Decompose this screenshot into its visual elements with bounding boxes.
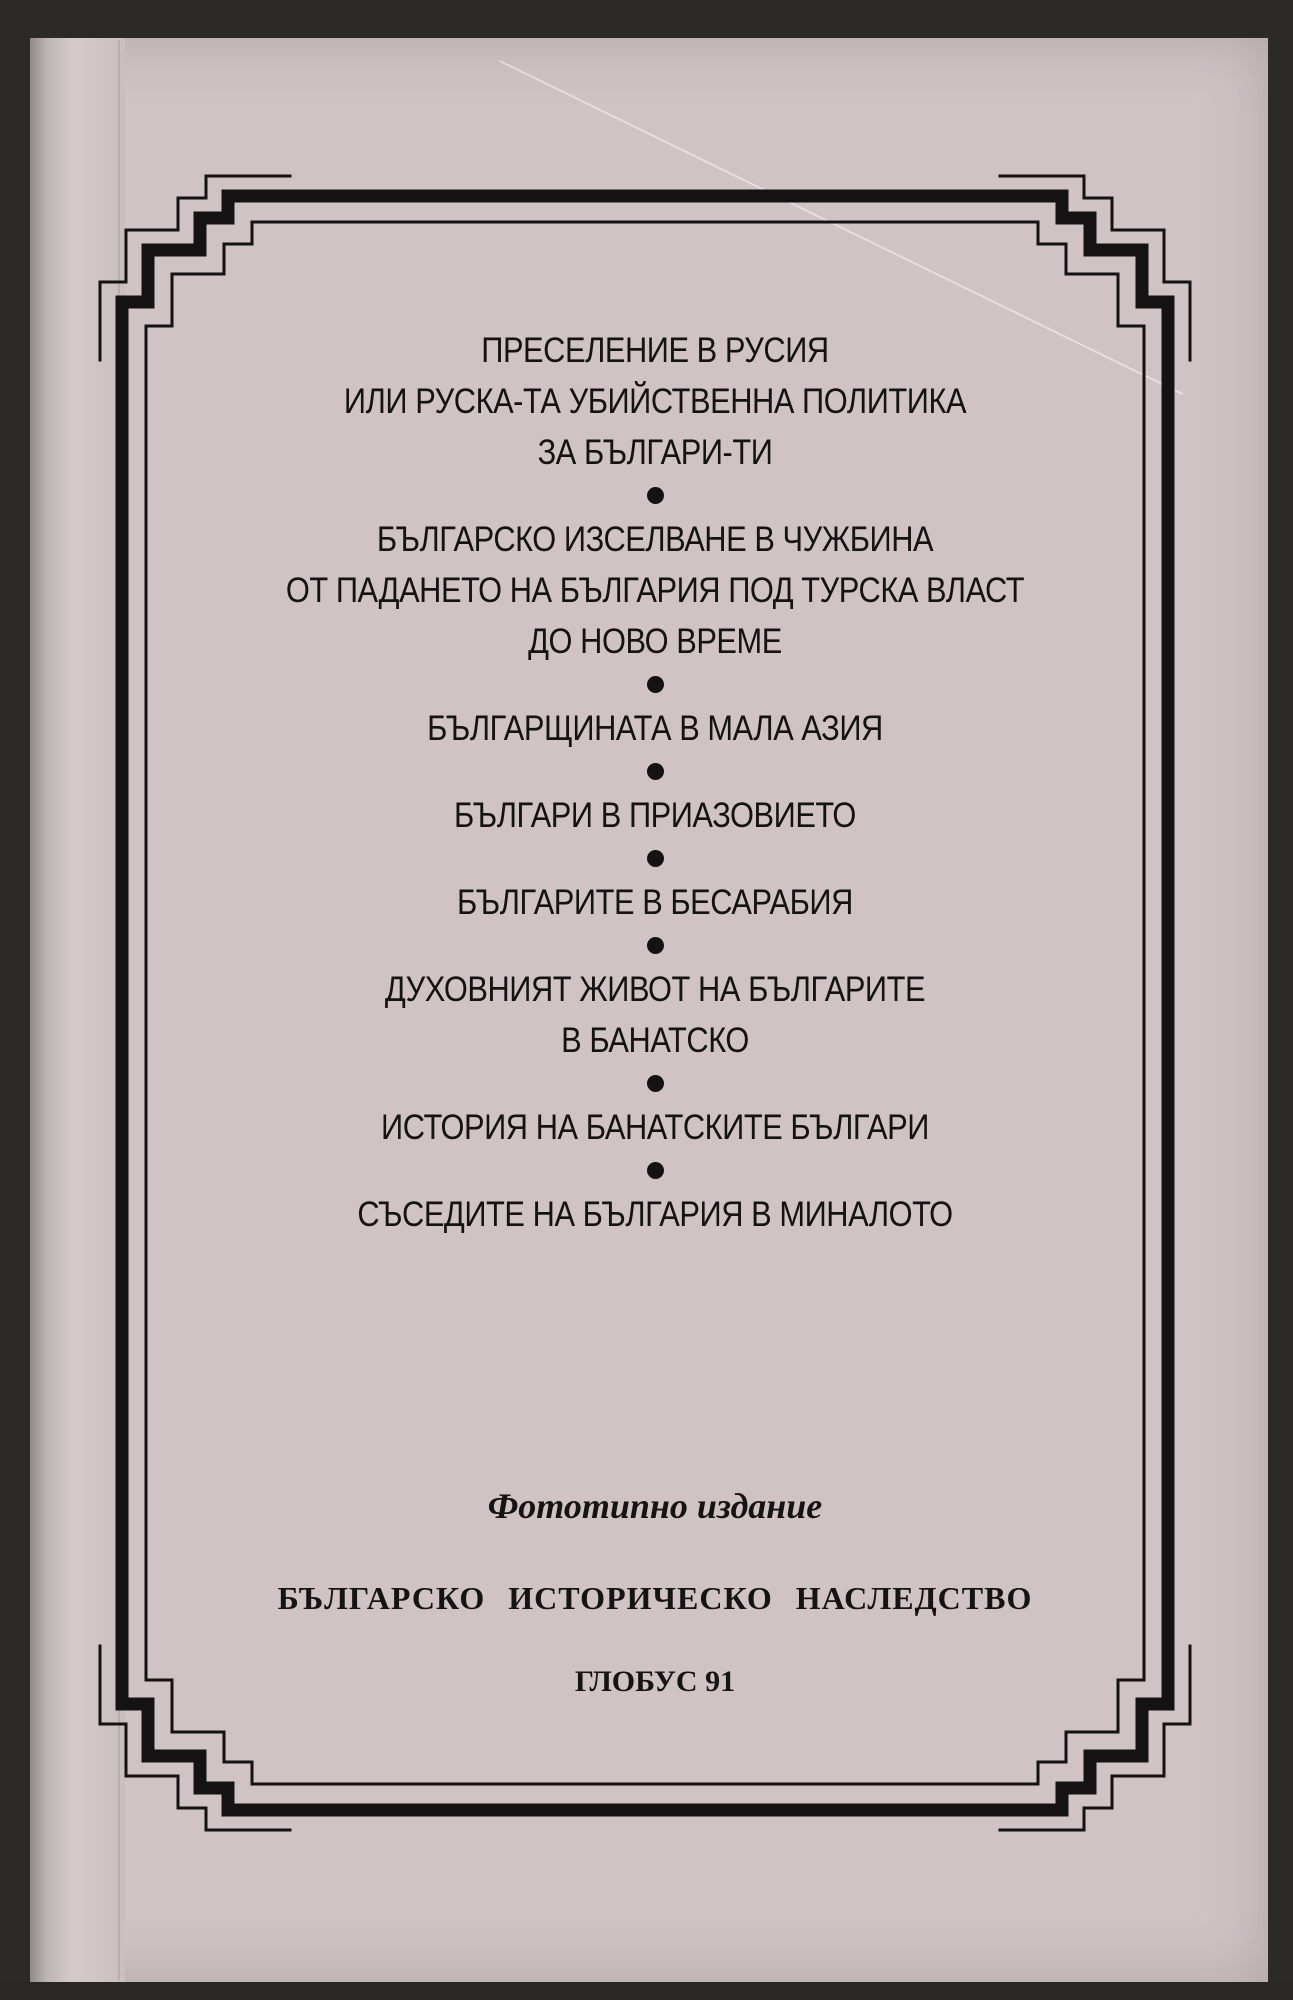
title-line: ЗА БЪЛГАРИ-ТИ <box>537 433 773 472</box>
title-entry <box>180 1102 1130 1153</box>
title-line: В БАНАТСКО <box>561 1021 749 1060</box>
frame-top-left-corner <box>122 196 298 334</box>
title-line: ДО НОВО ВРЕМЕ <box>528 622 782 661</box>
title-entry <box>180 325 1130 478</box>
bullet-separator <box>647 1162 664 1179</box>
title-line: БЪЛГАРИТЕ В БЕСАРАБИЯ <box>457 883 853 922</box>
title-entry <box>180 514 1130 667</box>
title-line: ИЛИ РУСКА-ТА УБИЙСТВЕННА ПОЛИТИКА <box>343 382 967 421</box>
title-line: БЪЛГАРЩИНАТА В МАЛА АЗИЯ <box>427 709 883 748</box>
title-line: ОТ ПАДАНЕТО НА БЪЛГАРИЯ ПОД ТУРСКА ВЛАСТ <box>285 571 1025 610</box>
title-line: БЪЛГАРСКО ИЗСЕЛВАНЕ В ЧУЖБИНА <box>376 520 934 559</box>
title-line: ДУХОВНИЯТ ЖИВОТ НА БЪЛГАРИТЕ <box>384 970 926 1009</box>
edition-note: Фототипно издание <box>487 1486 823 1526</box>
contents-list <box>180 325 1130 1240</box>
frame-top-right-corner <box>992 196 1168 334</box>
bullet-separator <box>647 850 664 867</box>
title-entry <box>180 790 1130 841</box>
series-name: БЪЛГАРСКО ИСТОРИЧЕСКО НАСЛЕДСТВО <box>277 1580 1033 1616</box>
bullet-separator <box>647 487 664 504</box>
title-line: СЪСЕДИТЕ НА БЪЛГАРИЯ В МИНАЛОТО <box>357 1195 953 1234</box>
bullet-separator <box>647 1075 664 1092</box>
bullet-separator <box>647 763 664 780</box>
bullet-separator <box>647 937 664 954</box>
title-line: БЪЛГАРИ В ПРИАЗОВИЕТО <box>454 796 856 835</box>
title-line: ПРЕСЕЛЕНИЕ В РУСИЯ <box>481 331 829 370</box>
publisher-name: ГЛОБУС 91 <box>574 1665 736 1698</box>
bullet-separator <box>647 676 664 693</box>
title-entry <box>180 877 1130 928</box>
title-entry <box>180 703 1130 754</box>
title-entry <box>180 964 1130 1066</box>
title-entry <box>180 1189 1130 1240</box>
title-line: ИСТОРИЯ НА БАНАТСКИТЕ БЪЛГАРИ <box>381 1108 929 1147</box>
